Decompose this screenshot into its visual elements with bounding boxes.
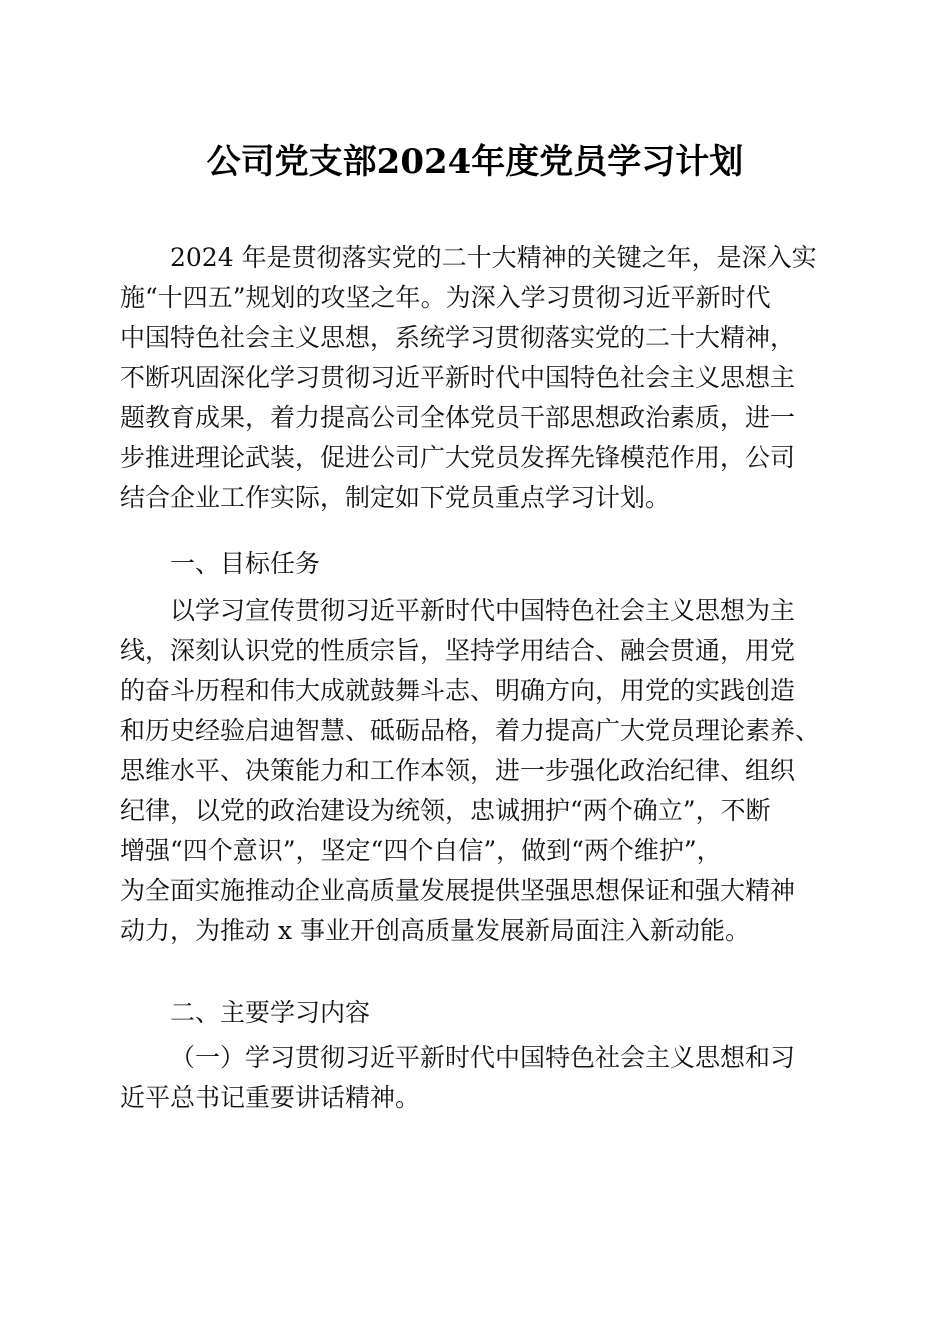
intro-line: 施“十四五”规划的攻坚之年。为深入学习贯彻习近平新时代: [120, 283, 771, 312]
intro-line: 2024 年是贯彻落实党的二十大精神的关键之年，是深入实: [170, 243, 817, 272]
section-heading-goals: 一、目标任务: [170, 549, 321, 578]
goals-line: 的奋斗历程和伟大成就鼓舞斗志、明确方向，用党的实践创造: [120, 676, 796, 705]
section-heading-content: 二、主要学习内容: [170, 998, 371, 1027]
goals-line: 为全面实施推动企业高质量发展提供坚强思想保证和强大精神: [120, 876, 796, 905]
goals-line: 思维水平、决策能力和工作本领，进一步强化政治纪律、组织: [120, 756, 796, 785]
goals-line: 动力，为推动 x 事业开创高质量发展新局面注入新动能。: [120, 916, 750, 945]
goals-line: 和历史经验启迪智慧、砥砺品格，着力提高广大党员理论素养、: [120, 716, 821, 745]
intro-paragraph: [120, 238, 817, 518]
intro-line: 中国特色社会主义思想，系统学习贯彻落实党的二十大精神，: [120, 323, 796, 352]
goals-line: 增强“四个意识”，坚定“四个自信”，做到“两个维护”，: [120, 836, 722, 865]
intro-line: 步推进理论武装，促进公司广大党员发挥先锋模范作用，公司: [120, 443, 796, 472]
intro-line: 结合企业工作实际，制定如下党员重点学习计划。: [120, 483, 671, 512]
content-sub1-paragraph: [120, 1038, 795, 1118]
intro-line: 题教育成果，着力提高公司全体党员干部思想政治素质，进一: [120, 403, 796, 432]
content-sub1-line: （一）学习贯彻习近平新时代中国特色社会主义思想和习: [170, 1043, 796, 1072]
goals-paragraph: [120, 591, 820, 951]
intro-line: 不断巩固深化学习贯彻习近平新时代中国特色社会主义思想主: [120, 363, 796, 392]
document-title: 公司党支部2024年度党员学习计划: [206, 142, 744, 182]
goals-line: 纪律，以党的政治建设为统领，忠诚拥护“两个确立”，不断: [120, 796, 771, 825]
goals-line: 以学习宣传贯彻习近平新时代中国特色社会主义思想为主: [170, 596, 796, 625]
goals-line: 线，深刻认识党的性质宗旨，坚持学用结合、融会贯通，用党: [120, 636, 796, 665]
content-sub1-line: 近平总书记重要讲话精神。: [120, 1083, 421, 1112]
